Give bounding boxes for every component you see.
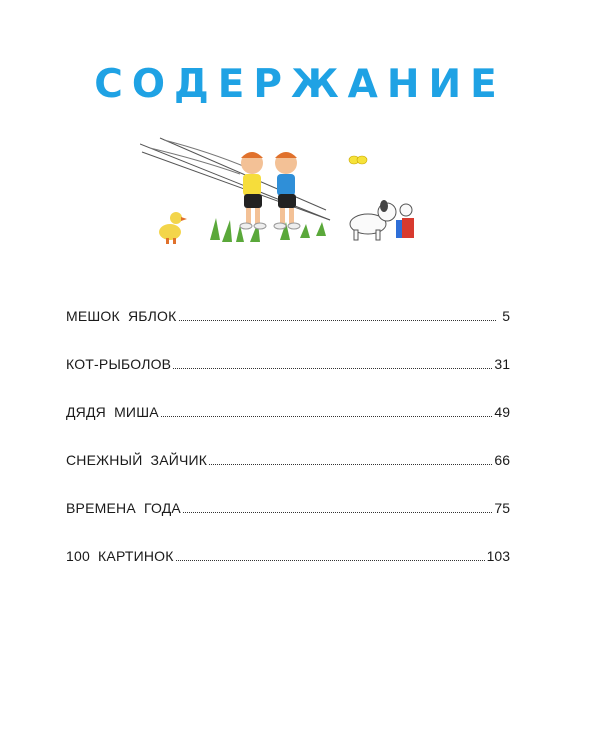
toc-entry-title: ВРЕМЕНА ГОДА: [66, 500, 181, 516]
dot-leader: [173, 367, 492, 369]
toc-entry-page: 31: [494, 356, 510, 372]
butterfly: [349, 156, 367, 164]
boys-fishing-illustration: [140, 130, 430, 260]
bucket: [396, 204, 414, 238]
toc-entry[interactable]: [66, 404, 510, 428]
dot-leader: [183, 511, 492, 513]
table-of-contents: [66, 308, 510, 596]
toc-entry[interactable]: [66, 308, 510, 332]
toc-entry-page: 66: [494, 452, 510, 468]
toc-entry[interactable]: [66, 452, 510, 476]
toc-entry-title: КОТ-РЫБОЛОВ: [66, 356, 172, 372]
dot-leader: [179, 319, 497, 321]
puppy: [350, 200, 396, 240]
boy-right: [274, 152, 300, 229]
page-title: СОДЕРЖАНИЕ: [94, 62, 506, 107]
fishing-rods: [140, 138, 330, 220]
toc-entry[interactable]: [66, 356, 510, 380]
toc-entry-page: 75: [494, 500, 510, 516]
toc-entry-title: ДЯДЯ МИША: [66, 404, 159, 420]
toc-entry-title: МЕШОК ЯБЛОК: [66, 308, 177, 324]
toc-entry-page: 5: [502, 308, 510, 324]
toc-entry-title: 100 КАРТИНОК: [66, 548, 174, 564]
toc-entry-title: СНЕЖНЫЙ ЗАЙЧИК: [66, 452, 208, 468]
dot-leader: [176, 559, 485, 561]
dot-leader: [161, 415, 493, 417]
toc-entry[interactable]: [66, 500, 510, 524]
duckling: [159, 212, 187, 244]
toc-entry-page: 103: [486, 548, 510, 564]
toc-entry[interactable]: [66, 548, 510, 572]
boy-left: [240, 152, 266, 229]
toc-entry-page: 49: [494, 404, 510, 420]
grass: [210, 218, 326, 242]
dot-leader: [209, 463, 492, 465]
